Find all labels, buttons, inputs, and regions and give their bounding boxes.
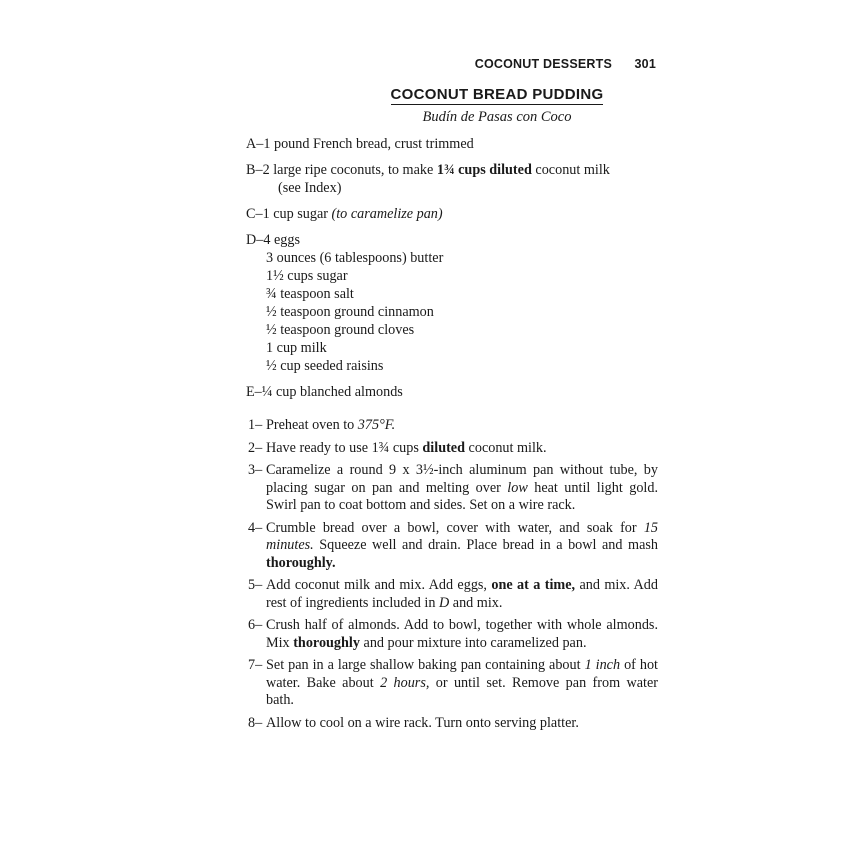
ingredient-label: C– [246,206,263,222]
ingredient-group-c [246,205,658,223]
step-number: 4– [248,519,263,536]
recipe-title-text: COCONUT BREAD PUDDING [390,86,604,103]
step-5 [246,577,658,612]
step-number: 5– [248,577,263,593]
step-number: 6– [248,617,263,633]
ingredient-text: coconut milk [531,162,610,178]
step-number: 2– [248,439,263,456]
ingredient-group-d [246,231,658,375]
ingredient-subitem: ½ cup seeded raisins [266,358,384,374]
ingredient-text: ¼ cup blanched almonds [261,384,403,400]
step-number: 1– [248,417,263,433]
ingredient-note: (to caramelize pan) [331,206,443,222]
ingredient-text: 1 cup sugar [262,206,332,222]
ingredient-line [246,135,658,153]
cookbook-page [246,54,658,737]
ingredient-line [246,205,658,223]
ingredient-line [246,383,658,401]
step-1 [246,417,658,435]
ingredient-line [246,161,658,179]
page-number: 301 [634,57,656,71]
step-8 [246,715,658,733]
ingredient-continuation: (see Index) [278,180,342,196]
ingredient-subitem: ½ teaspoon ground cloves [266,322,415,338]
ingredient-list [246,135,658,401]
ingredient-subitem: ½ teaspoon ground cinnamon [266,304,434,320]
step-text: Allow to cool on a wire rack. Turn onto serving platter. [266,714,579,731]
ingredient-subitem: ¾ teaspoon salt [266,286,354,302]
method-steps [246,417,658,732]
step-6 [246,617,658,652]
step-text: Crumble bread over a bowl, cover with water, and soak for 15 minutes. Squeeze well and drain. Place bread in a bowl and mash thoroughly. [266,519,658,571]
step-text: Preheat oven to 375°F. [266,417,396,433]
ingredient-text: 1 pound French bread, crust trimmed [263,136,474,152]
ingredient-label: B– [246,162,263,178]
step-text: Have ready to use 1¾ cups diluted coconut milk. [266,439,547,456]
ingredient-group-b [246,161,658,197]
ingredient-label: D– [246,232,264,248]
step-4 [246,520,658,573]
step-7 [246,657,658,710]
ingredient-subitem: 3 ounces (6 tablespoons) butter [266,250,444,266]
step-number: 7– [248,657,263,673]
ingredient-line [246,231,658,249]
running-head [246,54,658,76]
step-2 [246,440,658,458]
ingredient-label: E– [246,384,262,400]
ingredient-group-e [246,383,658,401]
step-text: Set pan in a large shallow baking pan containing about 1 inch of hot water. Bake about 2 hours, or until set. Remove pan from water bath. [266,657,658,708]
step-number: 3– [248,462,263,478]
section-title: COCONUT DESSERTS [474,57,612,71]
step-text: Caramelize a round 9 x 3½-inch aluminum pan without tube, by placing sugar on pan and melting over low heat until light gold. Swirl pan to coat bottom and sides. Set on a wire rack. [266,462,658,513]
ingredient-label: A– [246,136,264,152]
step-text: Crush half of almonds. Add to bowl, together with whole almonds. Mix thoroughly and pour mixture into caramelized pan. [266,617,658,651]
ingredient-text: 2 large ripe coconuts, to make [262,162,437,178]
step-text: Add coconut milk and mix. Add eggs, one at a time, and mix. Add rest of ingredients included in D and mix. [266,577,658,611]
ingredient-text: 4 eggs [263,232,300,248]
step-number: 8– [248,714,263,731]
step-3 [246,462,658,515]
ingredient-subitem: 1½ cups sugar [266,268,348,284]
ingredient-group-a [246,135,658,153]
recipe-title [246,86,658,103]
recipe-subtitle: Budín de Pasas con Coco [422,109,572,125]
ingredient-emphasis: 1¾ cups diluted [436,162,532,178]
ingredient-subitem: 1 cup milk [266,340,327,356]
